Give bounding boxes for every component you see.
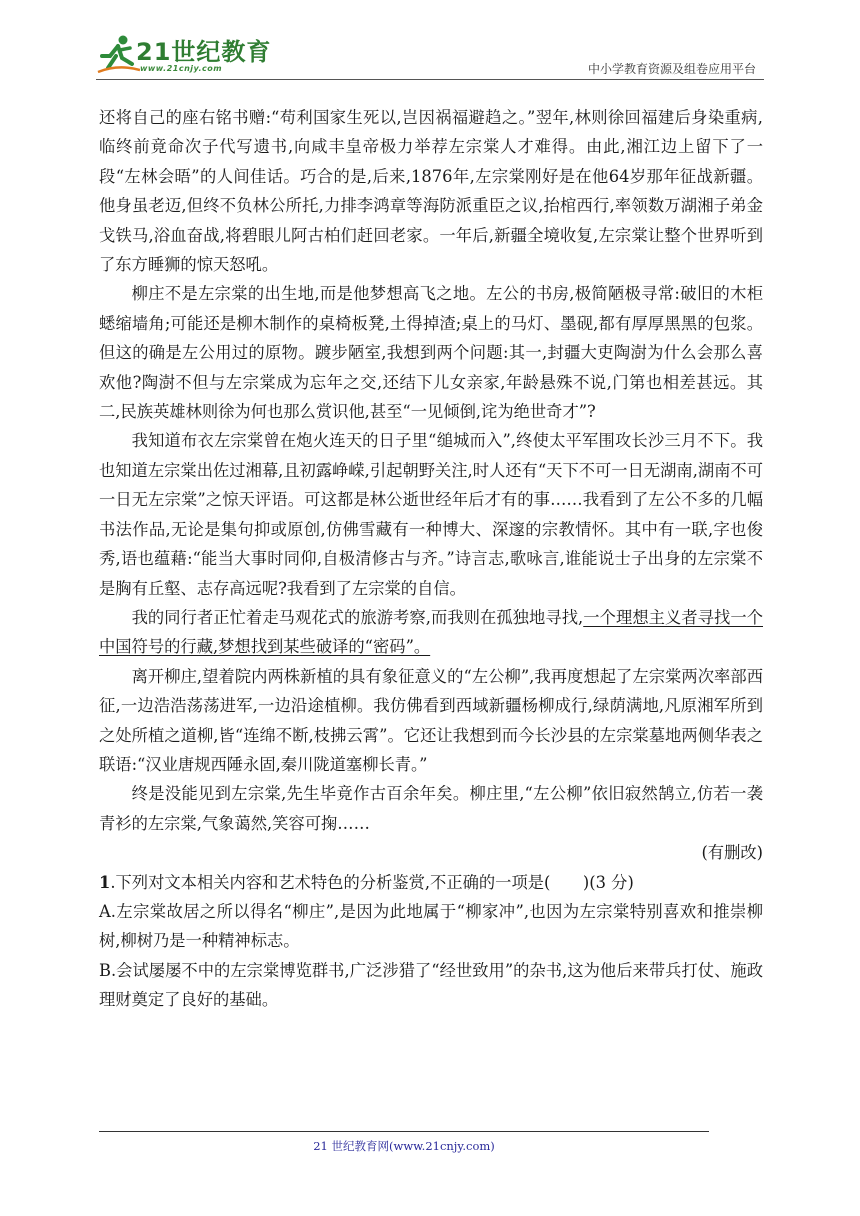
page-footer: 21 世纪教育网(www.21cnjy.com) <box>313 1139 495 1153</box>
question-1 <box>99 868 763 897</box>
logo-wordmark: 21世纪教育 <box>136 38 272 66</box>
article-body <box>99 103 763 1015</box>
paragraph-4-plain: 我的同行者正忙着走马观花式的旅游考察,而我则在孤独地寻找, <box>131 607 584 627</box>
header-divider <box>96 79 764 80</box>
footer-divider <box>99 1131 709 1132</box>
abridged-note: (有删改) <box>701 843 763 863</box>
question-text: .下列对文本相关内容和艺术特色的分析鉴赏,不正确的一项是( )(3 分) <box>110 872 634 892</box>
underlined-sentence: 一个理想主义者寻找一个中国符号的行藏,梦想找到某些破译的“密码”。 <box>99 607 763 657</box>
option-b: B.会试屡屡不中的左宗棠博览群书,广泛涉猎了“经世致用”的杂书,这为他后来带兵打仗、施政理财奠定了良好的基础。 <box>99 960 763 1010</box>
site-logo <box>96 30 272 76</box>
option-a: A.左宗棠故居之所以得名“柳庄”,是因为此地属于“柳家冲”,也因为左宗棠特别喜欢和推崇柳树,柳树乃是一种精神标志。 <box>99 901 763 951</box>
logo-url: www.21cnjy.com <box>140 64 223 73</box>
question-number: 1 <box>99 872 111 892</box>
paragraph-6: 终是没能见到左宗棠,先生毕竟作古百余年矣。柳庄里,“左公柳”依旧寂然鹄立,仿若一袭青衫的左宗棠,气象蔼然,笑容可掬…… <box>99 784 763 833</box>
paragraph-5: 离开柳庄,望着院内两株新植的具有象征意义的“左公柳”,我再度想起了左宗棠两次率部西征,一边浩浩荡荡进军,一边沿途植柳。我仿佛看到西域新疆杨柳成行,绿荫满地,凡原湘军所到之处所植之道柳,皆“连绵不断,枝拂云霄”。它还让我想到而今长沙县的左宗棠墓地两侧华表之联语:“汉业唐规西陲永固,秦川陇道塞柳长青。” <box>99 666 763 774</box>
platform-name: 中小学教育资源及组卷应用平台 <box>587 62 756 76</box>
paragraph-4 <box>99 603 763 662</box>
paragraph-2: 柳庄不是左宗棠的出生地,而是他梦想高飞之地。左公的书房,极简陋极寻常:破旧的木柜蟋缩墙角;可能还是柳木制作的桌椅板凳,土得掉渣;桌上的马灯、墨砚,都有厚厚黑黑的包浆。但这的确是左公用过的原物。踱步陋室,我想到两个问题:其一,封疆大吏陶澍为什么会那么喜欢他?陶澍不但与左宗棠成为忘年之交,还结下儿女亲家,年龄悬殊不说,门第也相差甚远。其二,民族英雄林则徐为何也那么赏识他,甚至“一见倾倒,诧为绝世奇才”? <box>99 284 763 422</box>
paragraph-1: 还将自己的座右铭书赠:“苟利国家生死以,岂因祸福避趋之。”翌年,林则徐回福建后身染重病,临终前竟命次子代写遗书,向咸丰皇帝极力举荐左宗棠人才难得。由此,湘江边上留下了一段“左林会晤”的人间佳话。巧合的是,后来,1876年,左宗棠刚好是在他64岁那年征战新疆。他身虽老迈,但终不负林公所托,力排李鸿章等海防派重臣之议,抬棺西行,率领数万湖湘子弟金戈铁马,浴血奋战,将碧眼儿阿古柏们赶回老家。一年后,新疆全境收复,左宗棠让整个世界听到了东方睡狮的惊天怒吼。 <box>99 108 763 275</box>
paragraph-3: 我知道布衣左宗棠曾在炮火连天的日子里“缒城而入”,终使太平军围攻长沙三月不下。我也知道左宗棠出佐过湘幕,且初露峥嵘,引起朝野关注,时人还有“天下不可一日无湖南,湖南不可一日无左宗棠”之惊天评语。可这都是林公逝世经年后才有的事……我看到了左公不多的几幅书法作品,无论是集句抑或原创,仿佛雪藏有一种博大、深邃的宗教情怀。其中有一联,字也俊秀,语也蕴藉:“能当大事时同仰,自极清修古与齐。”诗言志,歌咏言,谁能说士子出身的左宗棠不是胸有丘壑、志存高远呢?我看到了左宗棠的自信。 <box>99 431 763 598</box>
runner-logo-icon <box>96 34 140 74</box>
page-header <box>96 30 764 80</box>
